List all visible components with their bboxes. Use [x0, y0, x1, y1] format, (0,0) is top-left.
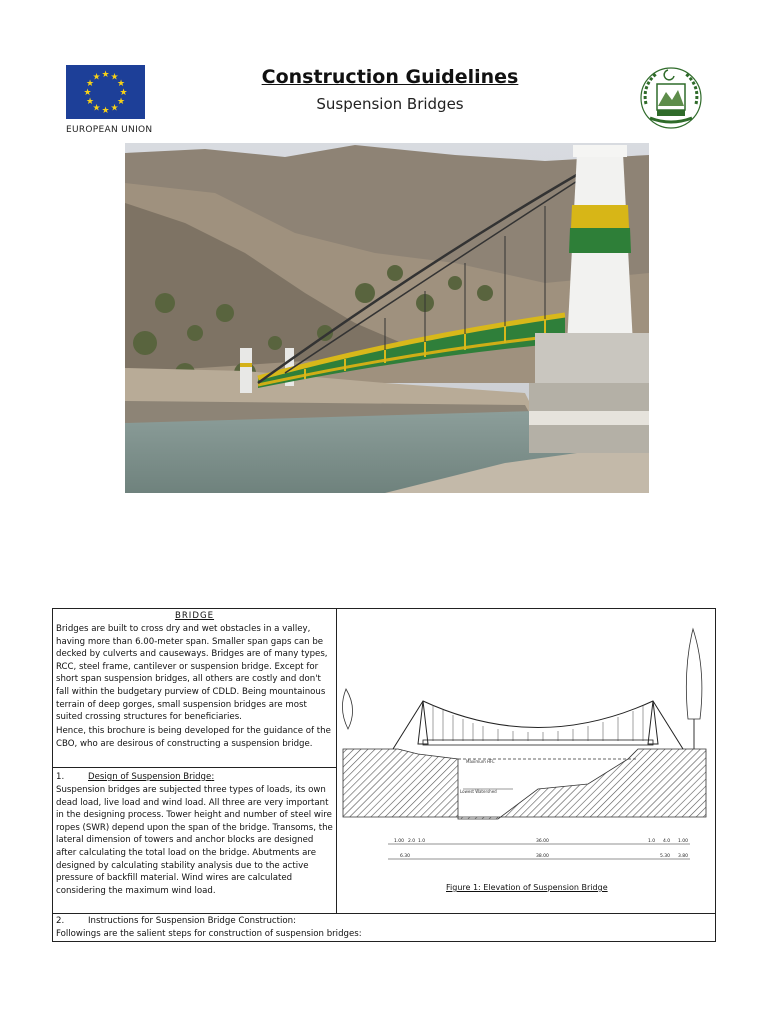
dimension-label: 36.00	[536, 839, 549, 844]
instructions-section-text: Followings are the salient steps for construction of suspension bridges:	[56, 929, 362, 939]
svg-text:★: ★	[110, 103, 119, 114]
instructions-section-heading: Instructions for Suspension Bridge Construction:	[88, 916, 296, 926]
dimension-label: 2.0	[408, 839, 416, 844]
elevation-figure	[338, 609, 715, 913]
dimension-label: 4.0	[663, 839, 671, 844]
info-table	[52, 608, 716, 942]
dimension-label: 6.30	[400, 854, 411, 859]
svg-text:★: ★	[116, 79, 126, 89]
eu-flag-icon	[66, 65, 145, 119]
svg-text:★: ★	[116, 97, 126, 107]
design-heading-colon: :	[211, 772, 215, 782]
label-lowest-watershed: Lowest Watershed	[460, 789, 497, 794]
svg-text:★: ★	[101, 70, 110, 80]
dimension-label: 1.00	[678, 839, 689, 844]
bridge-paragraph: Bridges are built to cross dry and wet obstacles in a valley, having more than 6.00-meter span. Smaller span gaps can be decked by culverts and causeways. Bridges are of many types, RCC, steel frame, cantilever or suspension bridge. Except for short span suspension bridges, all others are costly and don't fall within the budgetary purview of CDLD. Being mountainous terrain of deep gorges, small suspension bridges are most suited crossing structures for beneficiaries.	[56, 624, 328, 723]
dimension-label: 5.30	[660, 854, 671, 859]
bridge-paragraph-guidance: Hence, this brochure is being developed for the guidance of the CBO, who are desirous of constructing a suspension bridge.	[56, 726, 331, 749]
figure-caption: Figure 1: Elevation of Suspension Bridge	[446, 883, 608, 892]
dimension-label: 1.00	[394, 839, 405, 844]
dimension-label: 1.0	[418, 839, 426, 844]
svg-text:★: ★	[85, 97, 95, 107]
dimension-label: 38.00	[536, 854, 549, 859]
eu-caption: EUROPEAN UNION	[66, 125, 153, 135]
suspension-bridge-photo	[125, 143, 649, 493]
document-title: Construction Guidelines	[261, 66, 519, 88]
instructions-section-number: 2.	[56, 916, 65, 926]
svg-text:★: ★	[92, 103, 101, 114]
svg-text:★: ★	[110, 72, 119, 83]
label-maximum-hfl: Maximum HFL	[466, 759, 495, 764]
government-emblem-icon	[638, 64, 704, 130]
svg-text:★: ★	[85, 79, 95, 89]
svg-text:★: ★	[92, 72, 101, 83]
document-subtitle: Suspension Bridges	[316, 95, 464, 113]
dimension-label: 1.0	[648, 839, 656, 844]
design-section-number: 1.	[56, 772, 65, 782]
row-divider	[53, 913, 715, 914]
design-section-text: Suspension bridges are subjected three types of loads, its own dead load, live load and wind load. All three are very important in the designing process. Tower height and number of steel wire ropes (SWR) depend upon the span of the bridge. Transoms, the lateral dimension of towers and anchor blocks are designed after calculating the total load on the bridge. Abutments are designed by calculating stability analysis due to the active pressure of backfill material. Wind wires are calculated considering the maximum wind load.	[56, 785, 333, 896]
svg-text:★: ★	[101, 106, 110, 116]
design-heading-text: Design of Suspension Bridge	[88, 772, 212, 782]
row-divider	[53, 767, 336, 768]
dimension-label: 3.80	[678, 854, 689, 859]
svg-text:★: ★	[83, 88, 92, 98]
column-divider	[336, 609, 337, 913]
design-section-heading	[88, 771, 214, 784]
bridge-heading: BRIDGE	[174, 611, 215, 621]
svg-text:★: ★	[119, 88, 128, 98]
